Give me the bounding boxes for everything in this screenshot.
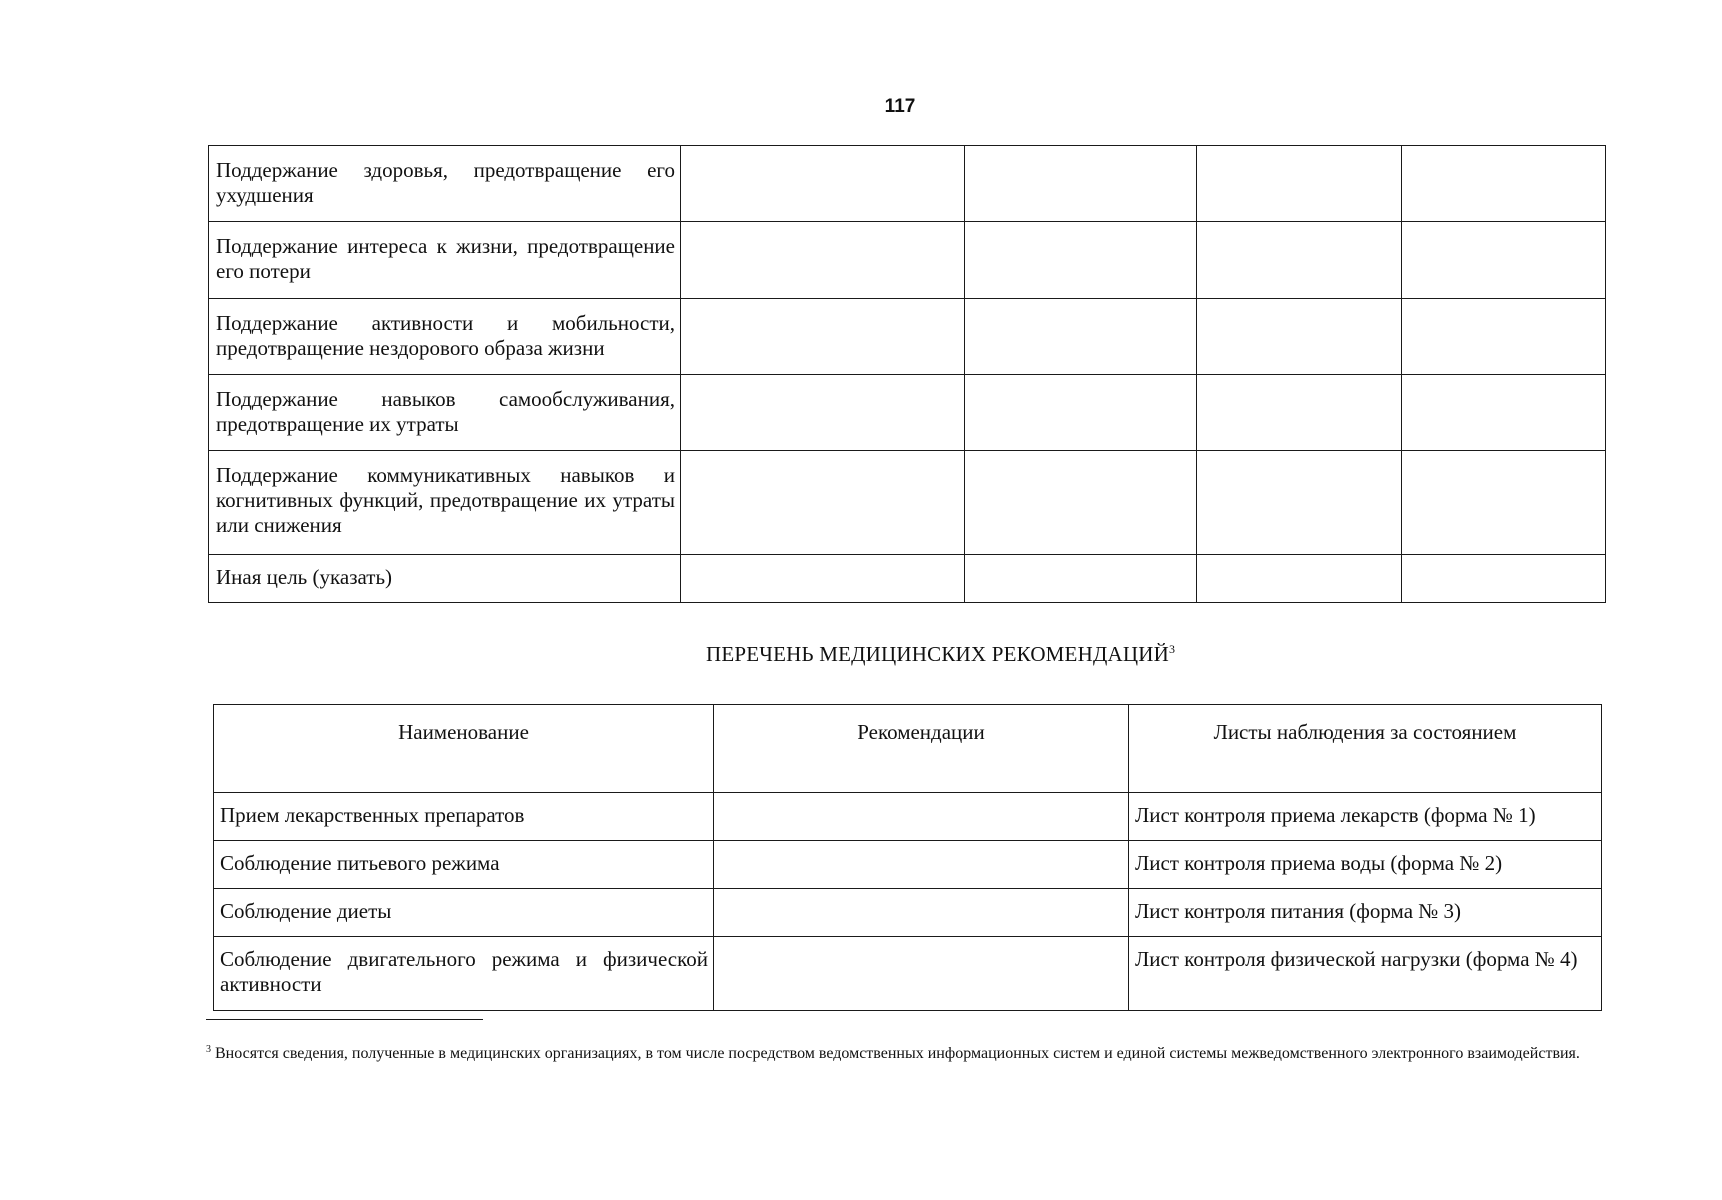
table-row	[209, 299, 1606, 375]
empty-cell[interactable]	[1197, 222, 1402, 299]
goal-cell: Иная цель (указать)	[209, 555, 681, 603]
goal-cell: Поддержание навыков самообслуживания, предотвращение их утраты	[209, 375, 681, 451]
section-title	[706, 642, 1175, 667]
footnote-divider	[206, 1019, 483, 1020]
table-row	[209, 451, 1606, 555]
empty-cell[interactable]	[681, 375, 965, 451]
empty-cell[interactable]	[1197, 146, 1402, 222]
section-title-text: ПЕРЕЧЕНЬ МЕДИЦИНСКИХ РЕКОМЕНДАЦИЙ	[706, 642, 1169, 666]
empty-cell[interactable]	[1197, 299, 1402, 375]
header-recommendations: Рекомендации	[714, 705, 1129, 793]
observation-sheet: Лист контроля питания (форма № 3)	[1129, 889, 1602, 937]
empty-cell[interactable]	[681, 451, 965, 555]
recommendation-name: Соблюдение двигательного режима и физической активности	[214, 937, 714, 1011]
footnote-reference[interactable]: 3	[1168, 642, 1176, 656]
empty-cell[interactable]	[965, 555, 1197, 603]
goal-cell: Поддержание здоровья, предотвращение его ухудшения	[209, 146, 681, 222]
empty-cell[interactable]	[1402, 555, 1606, 603]
empty-cell[interactable]	[1402, 146, 1606, 222]
empty-cell[interactable]	[965, 299, 1197, 375]
header-name: Наименование	[214, 705, 714, 793]
recommendation-name: Соблюдение питьевого режима	[214, 841, 714, 889]
observation-sheet: Лист контроля приема лекарств (форма № 1)	[1129, 793, 1602, 841]
page-number: 117	[884, 96, 916, 117]
empty-cell[interactable]	[681, 146, 965, 222]
table-row	[214, 889, 1602, 937]
recommendation-name: Прием лекарственных препаратов	[214, 793, 714, 841]
recommendation-value[interactable]	[714, 841, 1129, 889]
footnote-text: Вносятся сведения, полученные в медицинских организациях, в том числе посредством ведомственных информационных систем и единой системы межведомственного электронного взаимодействия.	[215, 1045, 1580, 1062]
footnote	[206, 1039, 1596, 1065]
table-row	[209, 375, 1606, 451]
empty-cell[interactable]	[965, 222, 1197, 299]
recommendation-value[interactable]	[714, 793, 1129, 841]
observation-sheet: Лист контроля приема воды (форма № 2)	[1129, 841, 1602, 889]
empty-cell[interactable]	[1402, 299, 1606, 375]
recommendation-value[interactable]	[714, 889, 1129, 937]
empty-cell[interactable]	[681, 222, 965, 299]
empty-cell[interactable]	[681, 555, 965, 603]
table-row	[209, 146, 1606, 222]
table-row	[209, 222, 1606, 299]
empty-cell[interactable]	[1197, 451, 1402, 555]
recommendation-value[interactable]	[714, 937, 1129, 1011]
empty-cell[interactable]	[1197, 375, 1402, 451]
table-header-row	[214, 705, 1602, 793]
observation-sheet: Лист контроля физической нагрузки (форма № 4)	[1129, 937, 1602, 1011]
header-sheets: Листы наблюдения за состоянием	[1129, 705, 1602, 793]
empty-cell[interactable]	[1402, 375, 1606, 451]
table-row	[214, 841, 1602, 889]
goals-table	[208, 145, 1606, 603]
empty-cell[interactable]	[965, 375, 1197, 451]
goal-cell: Поддержание коммуникативных навыков и когнитивных функций, предотвращение их утраты или снижения	[209, 451, 681, 555]
table-row	[214, 937, 1602, 1011]
empty-cell[interactable]	[681, 299, 965, 375]
recommendations-table	[213, 704, 1602, 1011]
empty-cell[interactable]	[965, 146, 1197, 222]
empty-cell[interactable]	[1402, 451, 1606, 555]
table-row	[214, 793, 1602, 841]
empty-cell[interactable]	[1402, 222, 1606, 299]
table-row	[209, 555, 1606, 603]
empty-cell[interactable]	[1197, 555, 1402, 603]
empty-cell[interactable]	[965, 451, 1197, 555]
footnote-mark: 3	[206, 1044, 211, 1055]
goal-cell: Поддержание активности и мобильности, предотвращение нездорового образа жизни	[209, 299, 681, 375]
goal-cell: Поддержание интереса к жизни, предотвращение его потери	[209, 222, 681, 299]
recommendation-name: Соблюдение диеты	[214, 889, 714, 937]
